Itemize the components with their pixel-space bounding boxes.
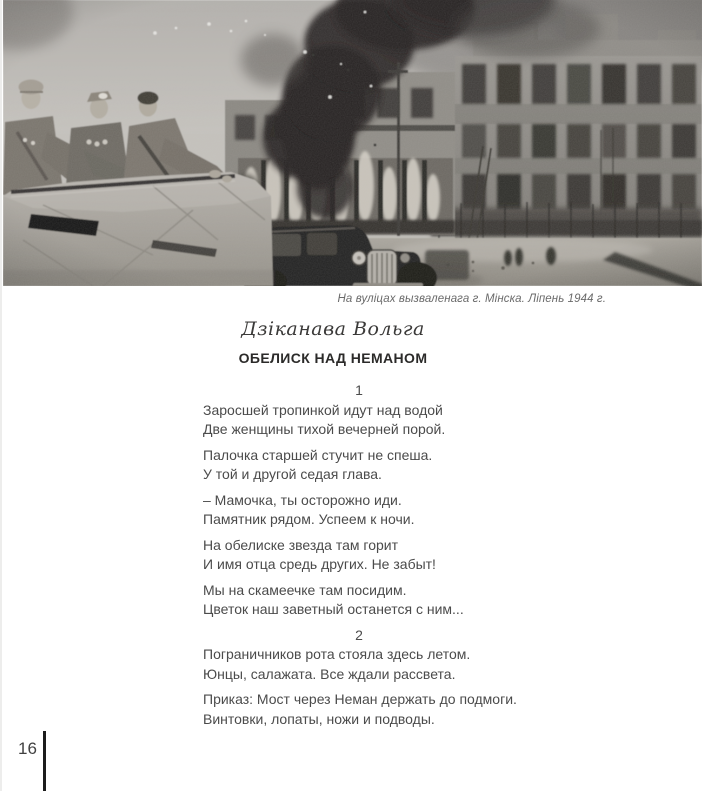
stanza (203, 581, 515, 620)
poem-line: Две женщины тихой вечерней порой. (203, 421, 446, 437)
poem-line: Палочка старшей стучит не спеша. (203, 446, 433, 463)
poem-line: Винтовки, лопаты, ножи и подводы. (203, 710, 435, 727)
poem-line: Юнцы, салажата. Все ждали рассвета. (203, 665, 456, 682)
poem-title: ОБЕЛИСК НАД НЕМАНОМ (238, 350, 428, 366)
page-edge (0, 0, 2, 791)
stanza (203, 401, 515, 440)
war-photo (3, 0, 702, 286)
poem-line: Памятник рядом. Успеем к ночи. (203, 511, 415, 527)
stanza (203, 690, 515, 729)
poem-line: Мы на скамеечке там посидим. (203, 581, 407, 598)
poem-line: Заросшей тропинкой идут над водой (203, 401, 443, 418)
poem-line: Цветок наш заветный останется с ним... (203, 601, 464, 617)
war-photo-illustration (3, 0, 702, 286)
poem-author: Дзіканава Вольга (241, 318, 425, 340)
stanza (203, 446, 515, 485)
footer-bar (43, 731, 46, 791)
page-number: 16 (18, 739, 37, 758)
poem-line: И имя отца средь других. Не забыт! (203, 556, 436, 572)
poem-line: Приказ: Мост через Неман держать до подмоги. (203, 691, 517, 707)
poem-line: Пограничников рота стояла здесь летом. (203, 646, 471, 662)
poem-line: На обелиске звезда там горит (203, 536, 398, 553)
poem-line: – Мамочка, ты осторожно иди. (203, 491, 402, 508)
stanza (203, 645, 515, 684)
stanza (203, 536, 515, 575)
poem-line: У той и другой седая глава. (203, 466, 382, 482)
poem (203, 381, 515, 735)
photo-caption: На вуліцах вызваленага г. Мінска. Ліпень 1944 г. (337, 293, 606, 305)
stanza-number: 2 (355, 626, 363, 643)
stanza (203, 491, 515, 530)
stanza-number: 1 (355, 382, 363, 398)
